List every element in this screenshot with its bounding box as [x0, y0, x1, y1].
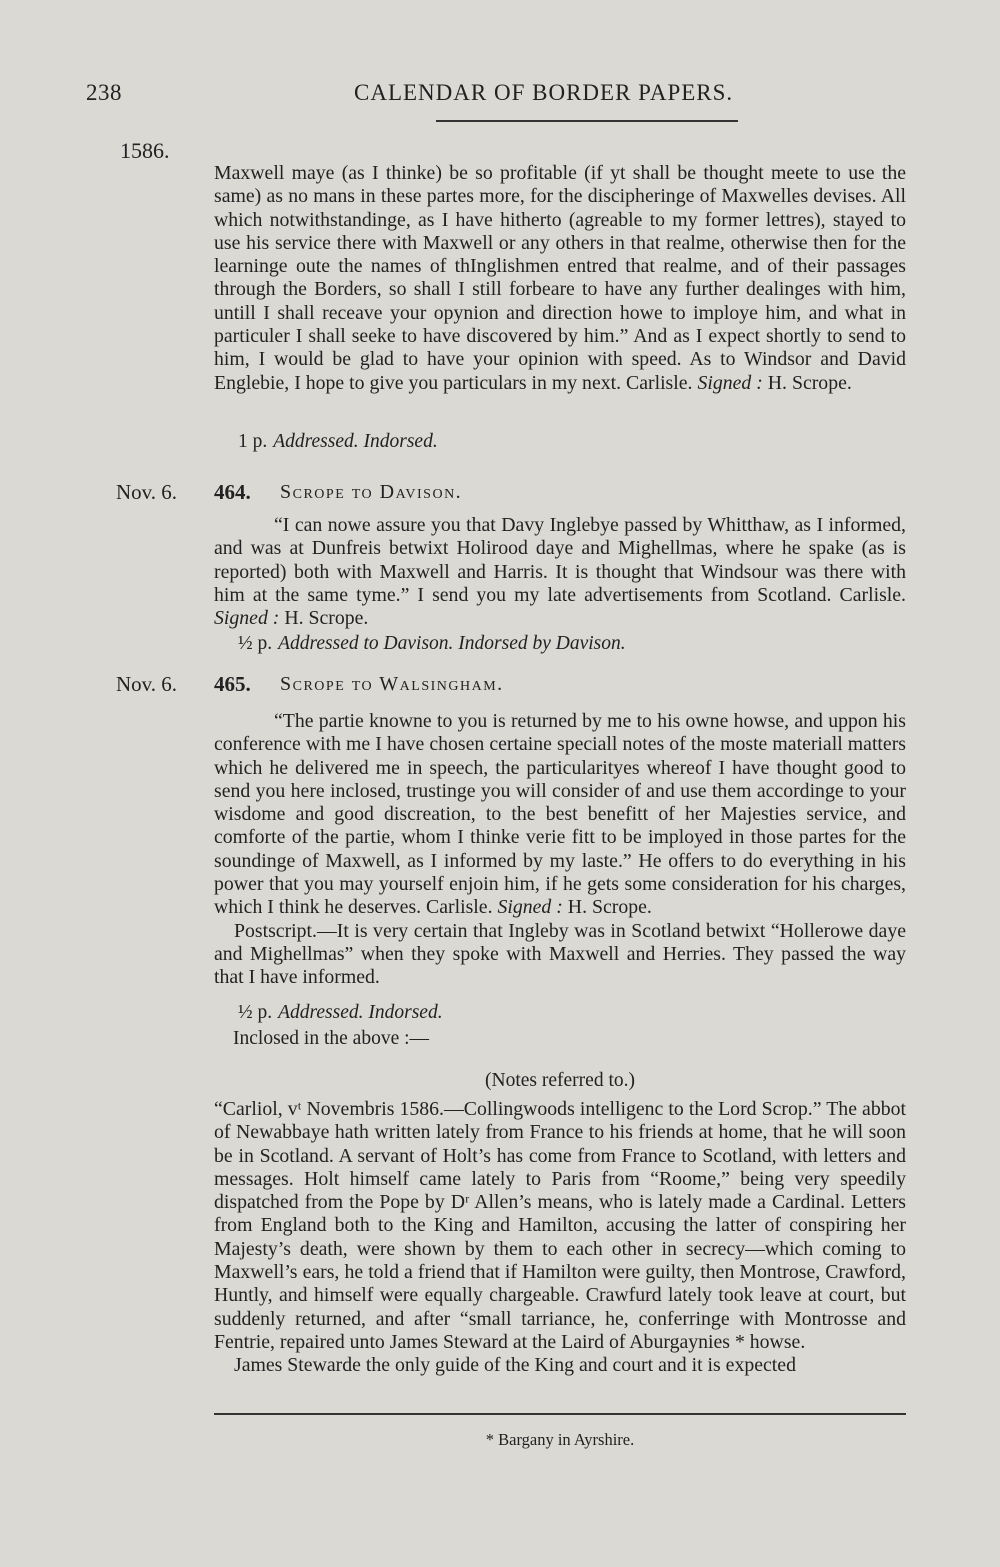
note-text: Addressed. Indorsed.	[273, 431, 438, 452]
entry-number: 465.	[214, 672, 251, 696]
signed-label: Signed :	[697, 371, 763, 394]
entry-date: Nov. 6.	[116, 672, 178, 696]
notes-text: “Carliol, vᵗ Novembris 1586.—Collingwoods intelligenc to the Lord Scrop.” The abbot of Newabbaye hath written lately from France to his friends at home, that he will soon be in Scotland. A servant of Holt’s has come from France to Scotland, with letters and messages. Holt himself came lately to Paris from “Roome,” being very speedily dispatched from the Pope by Dʳ Allen’s means, who is lately made a Cardinal. Letters from England both to the King and Hamilton, accusing the latter of conspiring her Majesty’s death, were shown by them to each other in secrecy—which coming to Maxwell’s ears, he told a friend that if Hamilton were guilty, then Montrose, Crawford, Huntly, and himself were equally chargeable. Crawfurd lately took leave at court, but suddenly returned, and after “small tarriance, he, conferringe with Montrosse and Fentrie, repaired unto James Steward at the Laird of Aburgaynies * howse.	[214, 1098, 906, 1353]
entry-text: “The partie knowne to you is returned by me to his owne howse, and uppon his conference with me I have chosen certaine speciall notes of the moste materiall matters which he delivered me in speech, the particularityes whereof I have thought good to send you here inclosed, trustinge you will consider of and use them accordinge to your wisdome and good discreation, to the best benefitt of her Majesties service, and comforte of the partie, whom I thinke verie fitt to be imployed in those partes for the soundinge of Maxwell, as I informed by my laste.” He offers to do everything in his power that you may yourself enjoin him, if he gets some consideration for his charges, which I think he deserves. Carlisle.	[214, 710, 906, 919]
inclosed-label: Inclosed in the above :—	[233, 1028, 430, 1049]
entry-date: Nov. 6.	[116, 480, 178, 504]
entry-title: Scrope to Davison.	[280, 481, 463, 503]
header-rule	[436, 120, 738, 122]
entry-text: “I can nowe assure you that Davy Inglebye passed by Whitthaw, as I informed, and was at Dunfreis betwixt Holirood daye and Mighellmas, where he spake (as is reported) both with Maxwell and Harris. It is thought that Windsour was there with him at the same tyme.” I send you my late advertisements from Scotland. Carlisle.	[214, 514, 906, 606]
postscript: Postscript.—It is very certain that Ingleby was in Scotland betwixt “Hollerowe daye and Mighellmas” when they spoke with Maxwell and Herries. They passed the way that I have informed.	[214, 919, 906, 989]
note-text: Addressed. Indorsed.	[278, 1002, 443, 1023]
note-text: Addressed to Davison. Indorsed by Davison.	[278, 633, 626, 654]
entry-number: 464.	[214, 480, 251, 504]
notes-heading: (Notes referred to.)	[485, 1070, 635, 1091]
page-number: 238	[86, 80, 122, 105]
note-page-count: 1 p.	[238, 431, 268, 452]
footnote-rule	[214, 1413, 906, 1415]
signed-name: H. Scrope.	[567, 896, 652, 919]
entry-title: Scrope to Walsingham.	[280, 673, 504, 695]
intro-text: Maxwell maye (as I thinke) be so profitable (if yt shall be thought meete to use the same) as no mans in these partes more, for the discipheringe of Maxwelles devises. All which notwithstandinge, as I have hitherto (agreable to my former lettres), stayed to use his service there with Maxwell or any others in that realme, otherwise then for the learninge oute the names of thInglishmen entred that realme, and of their passages through the Borders, so shall I still forbeare to have any further dealinges with him, untill I shall receave your opynion and direction howe to imploye him, and what in particuler I shall seeke to have discovered by him.” And as I expect shortly to send to him, I would be glad to have your opinion with speed. As to Windsor and David Englebie, I hope to give you particulars in my next. Carlisle.	[214, 162, 906, 394]
intro-paragraph	[214, 162, 906, 395]
signed-label: Signed :	[214, 607, 280, 630]
entry-note	[238, 1002, 443, 1024]
entry-note	[238, 633, 626, 655]
signed-name: H. Scrope.	[767, 371, 852, 394]
last-line: James Stewarde the only guide of the King and court and it is expected	[234, 1354, 796, 1377]
notes-paragraph	[214, 1098, 906, 1378]
year-margin: 1586.	[120, 138, 170, 163]
intro-note	[238, 431, 438, 453]
entry-paragraph	[214, 514, 906, 630]
running-title: CALENDAR OF BORDER PAPERS.	[354, 80, 734, 105]
note-page-count: ½ p.	[238, 633, 273, 654]
page-header	[0, 80, 1000, 112]
entry-paragraph	[214, 710, 906, 990]
signed-name: H. Scrope.	[284, 607, 369, 630]
note-page-count: ½ p.	[238, 1002, 273, 1023]
footnote: * Bargany in Ayrshire.	[485, 1430, 635, 1449]
signed-label: Signed :	[497, 896, 563, 919]
